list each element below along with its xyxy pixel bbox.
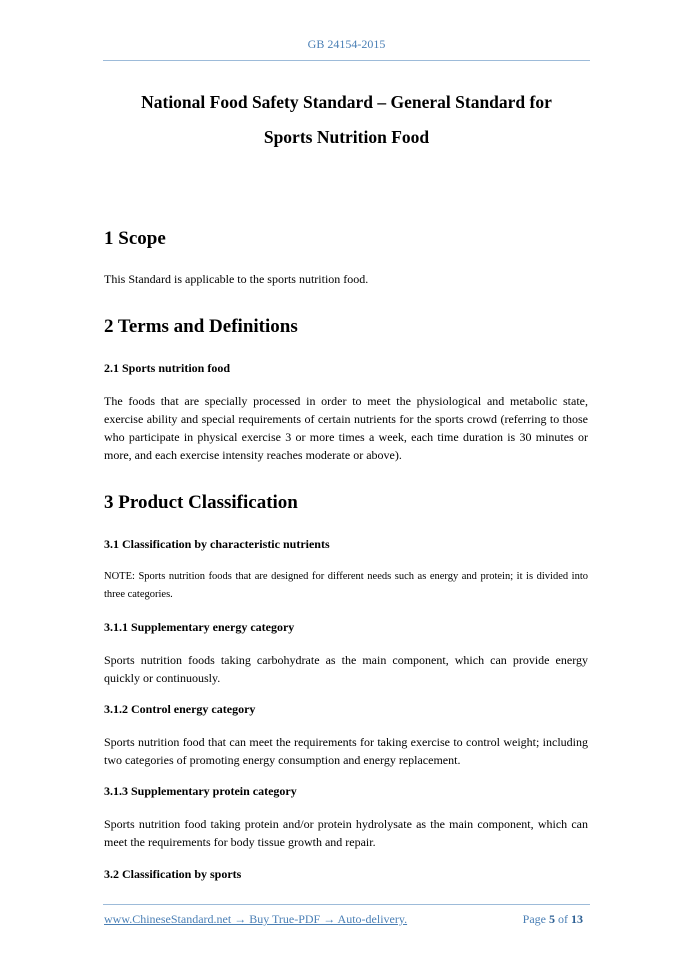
document-title-line-1: National Food Safety Standard – General Standard for bbox=[141, 92, 552, 112]
heading-product-classification: 3 Product Classification bbox=[104, 492, 298, 513]
text-3-1-2: Sports nutrition food that can meet the requirements for taking exercise to control weight; including two categories of promoting energy consumption and energy replacement. bbox=[104, 735, 588, 767]
text-3-1-1: Sports nutrition foods taking carbohydrate as the main component, which can provide energy quickly or continuously. bbox=[104, 653, 588, 685]
definition-2-1-text: The foods that are specially processed in order to meet the physiological and metabolic state, exercise ability and special requirements of certain nutrients for the sports crowd (referring to those who participate in physical exercise 3 or more times a week, each time duration is 30 minutes or more, and each exercise intensity reaches moderate or above). bbox=[104, 394, 588, 462]
purchase-link[interactable]: www.ChineseStandard.net → Buy True-PDF → Auto-delivery. bbox=[104, 912, 408, 926]
scope-text: This Standard is applicable to the sports nutrition food. bbox=[104, 272, 369, 286]
page-label: Page bbox=[522, 912, 546, 926]
document-code: GB 24154-2015 bbox=[307, 37, 386, 51]
heading-3-1-1: 3.1.1 Supplementary energy category bbox=[104, 620, 295, 634]
heading-3-2: 3.2 Classification by sports bbox=[104, 867, 242, 881]
page-indicator bbox=[523, 912, 583, 927]
heading-2-1: 2.1 Sports nutrition food bbox=[104, 361, 231, 375]
header-divider bbox=[103, 60, 590, 61]
text-3-1-3: Sports nutrition food taking protein and/or protein hydrolysate as the main component, which can meet the requirements for body tissue growth and repair. bbox=[104, 817, 588, 849]
heading-3-1-3: 3.1.3 Supplementary protein category bbox=[104, 784, 297, 798]
note-text: NOTE: Sports nutrition foods that are designed for different needs such as energy and protein; it is divided into three categories. bbox=[104, 571, 588, 600]
document-title-line-2: Sports Nutrition Food bbox=[263, 127, 430, 147]
page-of: of bbox=[558, 912, 568, 926]
heading-terms-definitions: 2 Terms and Definitions bbox=[104, 316, 298, 337]
heading-3-1-2: 3.1.2 Control energy category bbox=[104, 702, 256, 716]
footer-divider bbox=[103, 904, 590, 905]
heading-scope: 1 Scope bbox=[104, 228, 166, 249]
heading-3-1: 3.1 Classification by characteristic nutrients bbox=[104, 537, 330, 551]
page-current: 5 bbox=[549, 912, 555, 926]
page-total: 13 bbox=[571, 912, 583, 926]
